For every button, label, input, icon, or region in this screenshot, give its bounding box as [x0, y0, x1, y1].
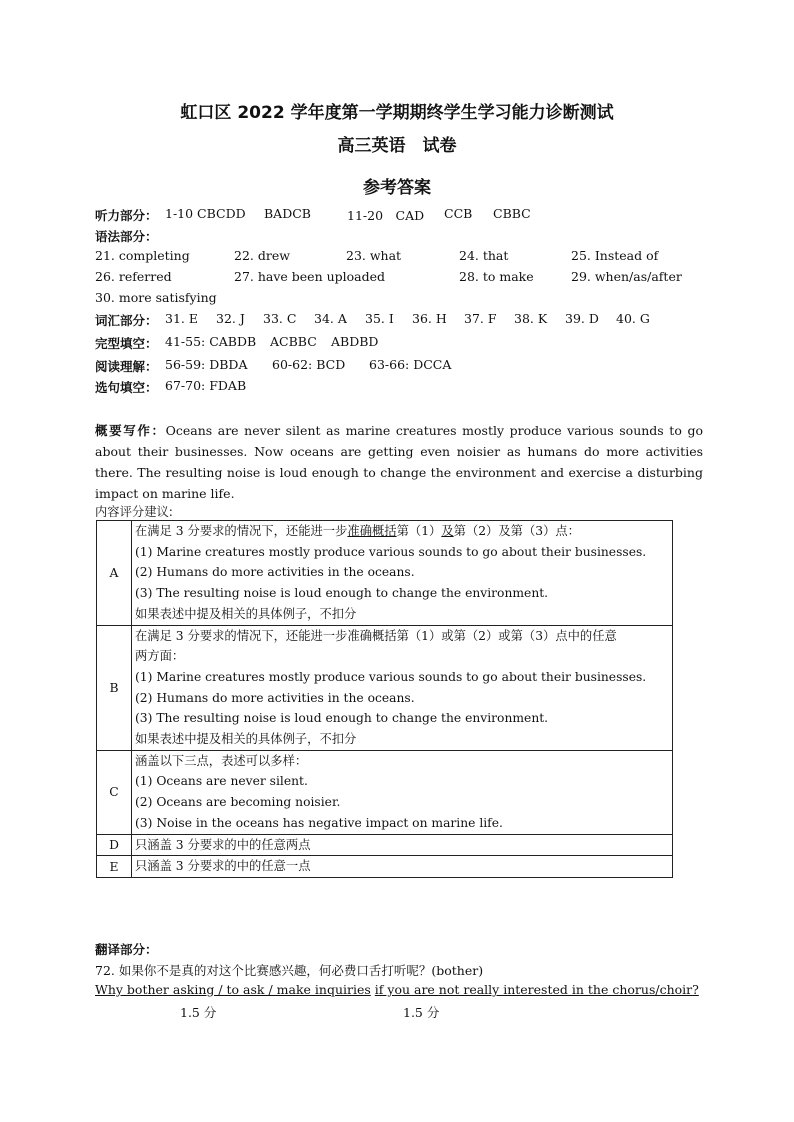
answer-part: Why bother asking / to ask / make inquiries	[95, 982, 371, 997]
section-label: 词汇部分：	[95, 313, 158, 328]
answer-item: 25. Instead of	[571, 248, 659, 263]
section-label: 语法部分：	[95, 229, 158, 244]
answer-item: 37. F	[464, 311, 497, 326]
section-label: 翻译部分：	[95, 942, 158, 957]
grammar-label	[95, 227, 158, 245]
criteria-line: 只涵盖 3 分要求的中的任意两点	[135, 837, 311, 852]
answer-item: 23. what	[346, 248, 402, 263]
answer-group: 63-66: DCCA	[369, 357, 452, 372]
answer-item: 26. referred	[95, 269, 172, 284]
answer-group: CCB	[444, 206, 473, 221]
section-label: 选句填空：	[95, 380, 158, 395]
criteria-line: 在满足 3 分要求的情况下，还能进一步准确概括第（1）及第（2）及第（3）点：	[135, 524, 580, 538]
criteria-line: (3) Noise in the oceans has negative impact on marine life.	[135, 815, 503, 830]
cloze-answers	[95, 334, 379, 352]
reading-answers	[95, 357, 452, 375]
criteria-line: 两方面：	[135, 649, 185, 664]
answer-item: 39. D	[565, 311, 599, 326]
score-part2: 1.5 分	[403, 1005, 440, 1020]
criteria-line: (3) The resulting noise is loud enough to change the environment.	[135, 711, 549, 726]
answer-item: 38. K	[514, 311, 548, 326]
criteria-cell	[132, 856, 673, 878]
criteria-cell	[132, 625, 673, 750]
answer-group: 41-55: CABDB	[165, 334, 257, 349]
grade-cell: C	[97, 750, 132, 834]
table-row	[97, 856, 673, 878]
criteria-line: 如果表述中提及相关的具体例子，不扣分	[135, 732, 357, 747]
answer-item: 21. completing	[95, 248, 190, 263]
question-72: 72. 如果你不是真的对这个比赛感兴趣，何必费口舌打听呢？(bother)	[95, 963, 484, 978]
answer-item: 28. to make	[459, 269, 534, 284]
answer-group: 1-10 CBCDD	[165, 206, 246, 221]
summary-text: Oceans are never silent as marine creatures mostly produce various sounds to go about their businesses. Now oceans are getting even noisier as humans do more activities there. The resulting noise is loud enough to change the environment and exercise a disturbing impact on marine life.	[95, 423, 703, 501]
scoring-table	[96, 520, 673, 878]
answer-item: 36. H	[412, 311, 447, 326]
answer-item: 33. C	[263, 311, 297, 326]
criteria-line: (3) The resulting noise is loud enough to change the environment.	[135, 586, 549, 601]
criteria-line: (2) Humans do more activities in the oceans.	[135, 690, 415, 705]
answer-item: 32. J	[216, 311, 245, 326]
criteria-cell	[132, 750, 673, 834]
answer-group: ACBBC	[270, 334, 317, 349]
score-part1: 1.5 分	[180, 1005, 217, 1020]
listening-answers	[95, 206, 531, 224]
scoring-heading: 内容评分建议:	[95, 505, 173, 519]
answer-item: 40. G	[616, 311, 650, 326]
answer-part: if you are not really interested in the chorus/choir?	[374, 982, 699, 997]
answer-item: 35. I	[365, 311, 394, 326]
answer-group: ABDBD	[331, 334, 379, 349]
table-row	[97, 750, 673, 834]
table-row	[97, 625, 673, 750]
translation-label	[95, 940, 158, 958]
grade-cell: D	[97, 834, 132, 856]
answer-item: 27. have been uploaded	[234, 269, 386, 284]
criteria-line: (1) Marine creatures mostly produce various sounds to go about their businesses.	[135, 544, 647, 559]
section-label: 完型填空：	[95, 336, 158, 351]
criteria-line: (1) Marine creatures mostly produce various sounds to go about their businesses.	[135, 669, 647, 684]
criteria-line: (2) Humans do more activities in the oceans.	[135, 565, 415, 580]
section-label: 听力部分：	[95, 208, 158, 223]
answer-item: 34. A	[314, 311, 347, 326]
answer-item: 30. more satisfying	[95, 290, 217, 305]
criteria-cell	[132, 834, 673, 856]
section-label: 阅读理解：	[95, 359, 158, 374]
section-label: 概要写作：	[95, 423, 166, 438]
criteria-line: (2) Oceans are becoming noisier.	[135, 795, 341, 810]
answer-group: 60-62: BCD	[272, 357, 346, 372]
answer-item: 22. drew	[234, 248, 290, 263]
answer-group: 56-59: DBDA	[165, 357, 248, 372]
table-row	[97, 834, 673, 856]
answer-group: CBBC	[493, 206, 531, 221]
answer-group: 11-20 CAD	[347, 208, 425, 223]
answer-item: 24. that	[459, 248, 509, 263]
table-row	[97, 521, 673, 626]
grammar-answers-row3	[95, 290, 217, 305]
grade-cell: B	[97, 625, 132, 750]
grade-cell: E	[97, 856, 132, 878]
answer-group: 67-70: FDAB	[165, 378, 247, 393]
answer-item: 29. when/as/after	[571, 269, 682, 284]
page-title: 虹口区 2022 学年度第一学期期终学生学习能力诊断测试	[180, 103, 614, 123]
grade-cell: A	[97, 521, 132, 626]
criteria-cell	[132, 521, 673, 626]
page-subtitle: 高三英语 试卷	[337, 136, 457, 156]
criteria-line: 只涵盖 3 分要求的中的任意一点	[135, 859, 311, 874]
answer-key-heading: 参考答案	[363, 178, 431, 198]
criteria-line: (1) Oceans are never silent.	[135, 774, 308, 789]
summary-paragraph	[95, 420, 703, 504]
criteria-line: 涵盖以下三点，表述可以多样：	[135, 753, 308, 768]
answer-item: 31. E	[165, 311, 198, 326]
criteria-line: 如果表述中提及相关的具体例子，不扣分	[135, 606, 357, 621]
sentence-answers	[95, 378, 247, 396]
answer-group: BADCB	[264, 206, 311, 221]
answer-72	[95, 982, 699, 997]
criteria-line: 在满足 3 分要求的情况下，还能进一步准确概括第（1）或第（2）或第（3）点中的任意	[135, 628, 617, 643]
vocab-answers	[95, 311, 650, 329]
